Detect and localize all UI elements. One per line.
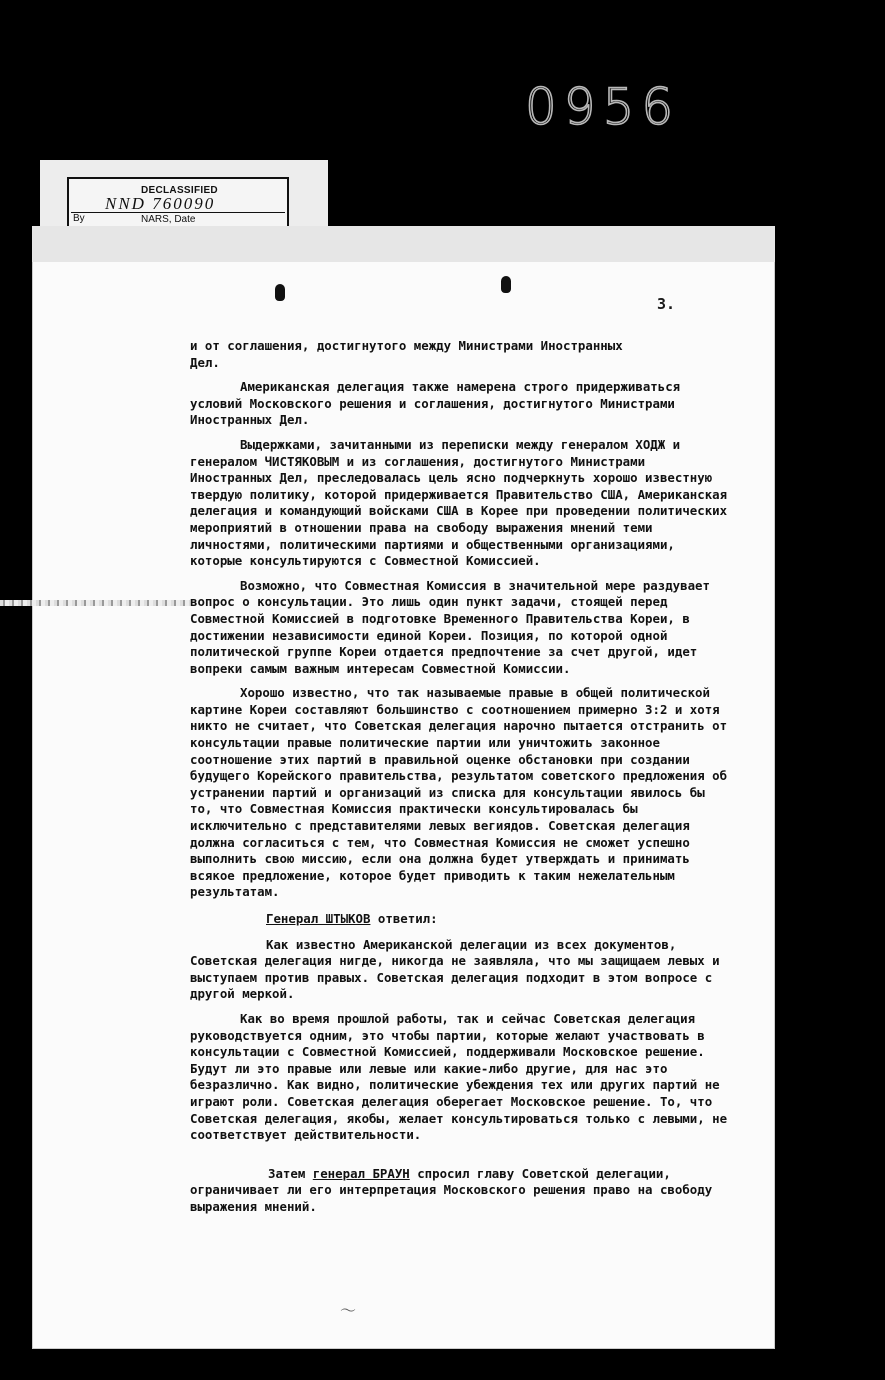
declassification-stamp (67, 177, 289, 233)
paragraph: Выдержками, зачитанными из переписки между генералом ХОДЖ и генералом ЧИСТЯКОВЫМ и из соглашения, достигнутого Министрами Иностранных Дел, преследовалась цель ясно подчеркнуть хорошо известную твердую политику, которой придерживается Правительство США, Американская делегация и командующий войсками США в Корее при проведении политических мероприятий в отношении права на свободу выражения мнений теми личностями, политическими партиями и общественными организациями, которые консультируются с Совместной Комиссией. (190, 436, 728, 569)
question-prefix: Затем (268, 1165, 313, 1181)
scan-artifact (0, 600, 190, 606)
paragraph: Хорошо известно, что так называемые правые в общей политической картине Кореи составляют большинство с соотношением примерно 3:2 и хотя никто не считает, что Советская делегация нарочно пытается отстранить от консультации правые политические партии или уничтожить законное соотношение этих партий в правильной оценке обстановки при создании будущего Корейского правительства, результатом советского предложения об устранении партий и организаций из списка для консультации явилось бы то, что Совместная Комиссия практически консультировалась бы исключительно с представителями левых вегиядов. Советская делегация должна согласиться с тем, что Совместная Комиссия не сможет успешно выполнить свою миссию, если она должна будет утверждать и принимать всякое предложение, которое будет приводить к таким нежелательным результатам. (190, 685, 728, 900)
paragraph: Как известно Американской делегации из всех документов, Советская делегация нигде, никогда не заявляла, что мы защищаем левых и выступаем против правых. Советская делегация подходит в этом вопросе с другой меркой. (190, 936, 720, 1002)
question-line (190, 1166, 730, 1216)
stamp-divider (71, 212, 285, 213)
page-number: 3. (657, 295, 676, 313)
question-suffix: спросил главу Советской делегации, ограничивает ли его интерпретация Московского решения право на свободу выражения мнений. (190, 1165, 713, 1214)
paragraph: Как во время прошлой работы, так и сейчас Советская делегация руководствуется одним, это чтобы партии, которые желают участвовать в консультации с Совместной Комиссией, поддерживали Московское решение. Будут ли это правые или левые или какие-либо другие, для нас это безразлично. Как видно, политические убеждения тех или других партий не играют роли. Советская делегация оберегает Московское решение. То, что Советская делегация, якобы, желает консультироваться только с левыми, не соответствует действительности. (190, 1010, 728, 1143)
speaker-line (266, 911, 730, 928)
stamp-by-label: By (73, 213, 85, 224)
paragraph: и от соглашения, достигнутого между Министрами Иностранных Дел. (190, 338, 623, 370)
question-name: генерал БРАУН (312, 1165, 410, 1181)
stamp-nars-label: NARS, Date (141, 214, 196, 225)
punch-hole (275, 284, 285, 301)
film-frame-number: 0956 (525, 78, 681, 136)
punch-hole (501, 276, 511, 293)
speaker-suffix: ответил: (370, 911, 438, 926)
stamp-authority: NND 760090 (105, 194, 216, 213)
pencil-mark: 〜 (340, 1301, 357, 1320)
document-body (190, 338, 730, 1224)
paragraph: Возможно, что Совместная Комиссия в значительной мере раздувает вопрос о консультации. Это лишь один пункт задачи, стоящей перед Совместной Комиссией в подготовке Временного Правительства Кореи, в достижении независимости единой Кореи. Позиция, по которой одной политической группе Кореи отдается предпочтение за счет другой, идет вопреки самым важным интересам Совместной Комиссии. (190, 577, 710, 676)
stamp-header: DECLASSIFIED (141, 185, 218, 196)
paragraph: Американская делегация также намерена строго придерживаться условий Московского решения и соглашения, достигнутого Министрами Иностранных Дел. (190, 379, 681, 428)
speaker-name: Генерал ШТЫКОВ (266, 911, 371, 926)
